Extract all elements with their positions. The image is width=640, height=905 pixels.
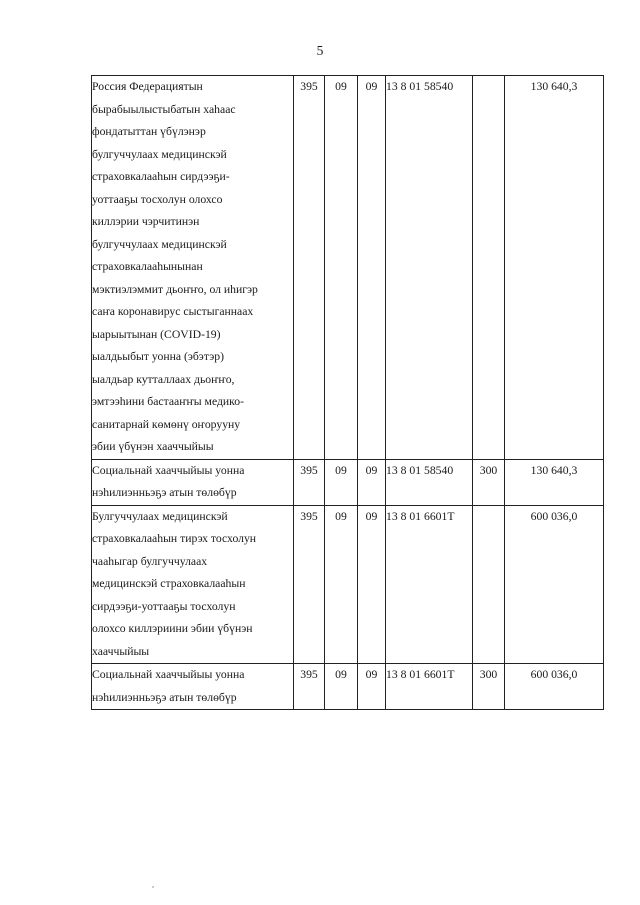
item-name-line: Россия Федерациятын [92, 80, 203, 93]
item-name-line: эбии үбүнэн хааччыйыы [92, 440, 214, 453]
table-row [92, 76, 604, 460]
item-name-line: нэһилиэнньэҕэ атын төлөбүр [92, 690, 237, 704]
section-cell: 09 [325, 459, 358, 505]
item-name-line: страховкалааһынынан [92, 260, 203, 273]
item-name-cell [92, 664, 294, 710]
section-cell: 09 [325, 664, 358, 710]
amount-cell: 130 640,3 [505, 76, 604, 460]
item-name-line: булгуччулаах медицинскэй [92, 237, 227, 251]
item-name-line: санитарнай көмөнү оҥорууну [92, 417, 241, 431]
table-row [92, 664, 604, 710]
item-name-line: медицинскэй страховкалааһын [92, 577, 246, 590]
grbs-cell: 395 [294, 664, 325, 710]
page-number: 5 [316, 43, 324, 58]
amount-cell: 130 640,3 [505, 459, 604, 505]
item-name-line: мэктиэлэммит дьоҥҥо, ол иһигэр [92, 282, 258, 296]
item-name-line: олохсо киллэриини эбии үбүнэн [92, 622, 253, 635]
amount-cell: 600 036,0 [505, 505, 604, 664]
expense-type-cell: 300 [473, 664, 505, 710]
item-name-line: уоттааҕы тосхолун олохсо [92, 192, 223, 206]
target-article-cell: 13 8 01 58540 [386, 76, 473, 460]
subsection-cell: 09 [358, 459, 386, 505]
expense-type-cell: 300 [473, 459, 505, 505]
item-name-line: ыалдьыбыт уонна (эбэтэр) [92, 350, 224, 363]
expense-type-cell [473, 76, 505, 460]
item-name-cell [92, 459, 294, 505]
item-name-line: Социальнай хааччыйыы уонна [92, 463, 245, 477]
target-article-cell: 13 8 01 6601Т [386, 664, 473, 710]
item-name-cell [92, 505, 294, 664]
item-name-line: чааһыгар булгуччулаах [92, 554, 208, 568]
item-name-line: страховкалааһын сирдээҕи- [92, 170, 230, 183]
budget-table [91, 75, 604, 710]
table-row [92, 505, 604, 664]
item-name-line: Булгуччулаах медицинскэй [92, 509, 228, 523]
item-name-line: нэһилиэнньэҕэ атын төлөбүр [92, 486, 237, 499]
item-name-line: бырабыылыстыбатын хаһаас [92, 102, 236, 116]
target-article-cell: 13 8 01 58540 [386, 459, 473, 505]
table-row [92, 459, 604, 505]
item-name-line: булгуччулаах медицинскэй [92, 147, 227, 161]
scan-speck [152, 886, 154, 888]
item-name-line: ыарыытынан (COVID-19) [92, 327, 221, 341]
amount-cell: 600 036,0 [505, 664, 604, 710]
item-name-line: страховкалааһын тирэх тосхолун [92, 532, 257, 545]
item-name-line: хааччыйыы [92, 644, 150, 658]
section-cell: 09 [325, 505, 358, 664]
item-name-line: киллэрии чэрчитинэн [92, 215, 200, 228]
item-name-line: ыалдьар кутталлаах дьоҥҥо, [92, 372, 235, 386]
grbs-cell: 395 [294, 459, 325, 505]
subsection-cell: 09 [358, 505, 386, 664]
section-cell: 09 [325, 76, 358, 460]
item-name-line: саҥа коронавирус сыстыганнаах [92, 305, 254, 318]
item-name-line: эмтээһини бастааҥҥы медико- [92, 395, 245, 408]
subsection-cell: 09 [358, 76, 386, 460]
target-article-cell: 13 8 01 6601Т [386, 505, 473, 664]
grbs-cell: 395 [294, 76, 325, 460]
item-name-line: Социальнай хааччыйыы уонна [92, 668, 245, 681]
expense-type-cell [473, 505, 505, 664]
item-name-cell [92, 76, 294, 460]
subsection-cell: 09 [358, 664, 386, 710]
item-name-line: сирдээҕи-уоттааҕы тосхолун [92, 599, 236, 613]
item-name-line: фондатыттан үбүлэнэр [92, 125, 206, 138]
grbs-cell: 395 [294, 505, 325, 664]
